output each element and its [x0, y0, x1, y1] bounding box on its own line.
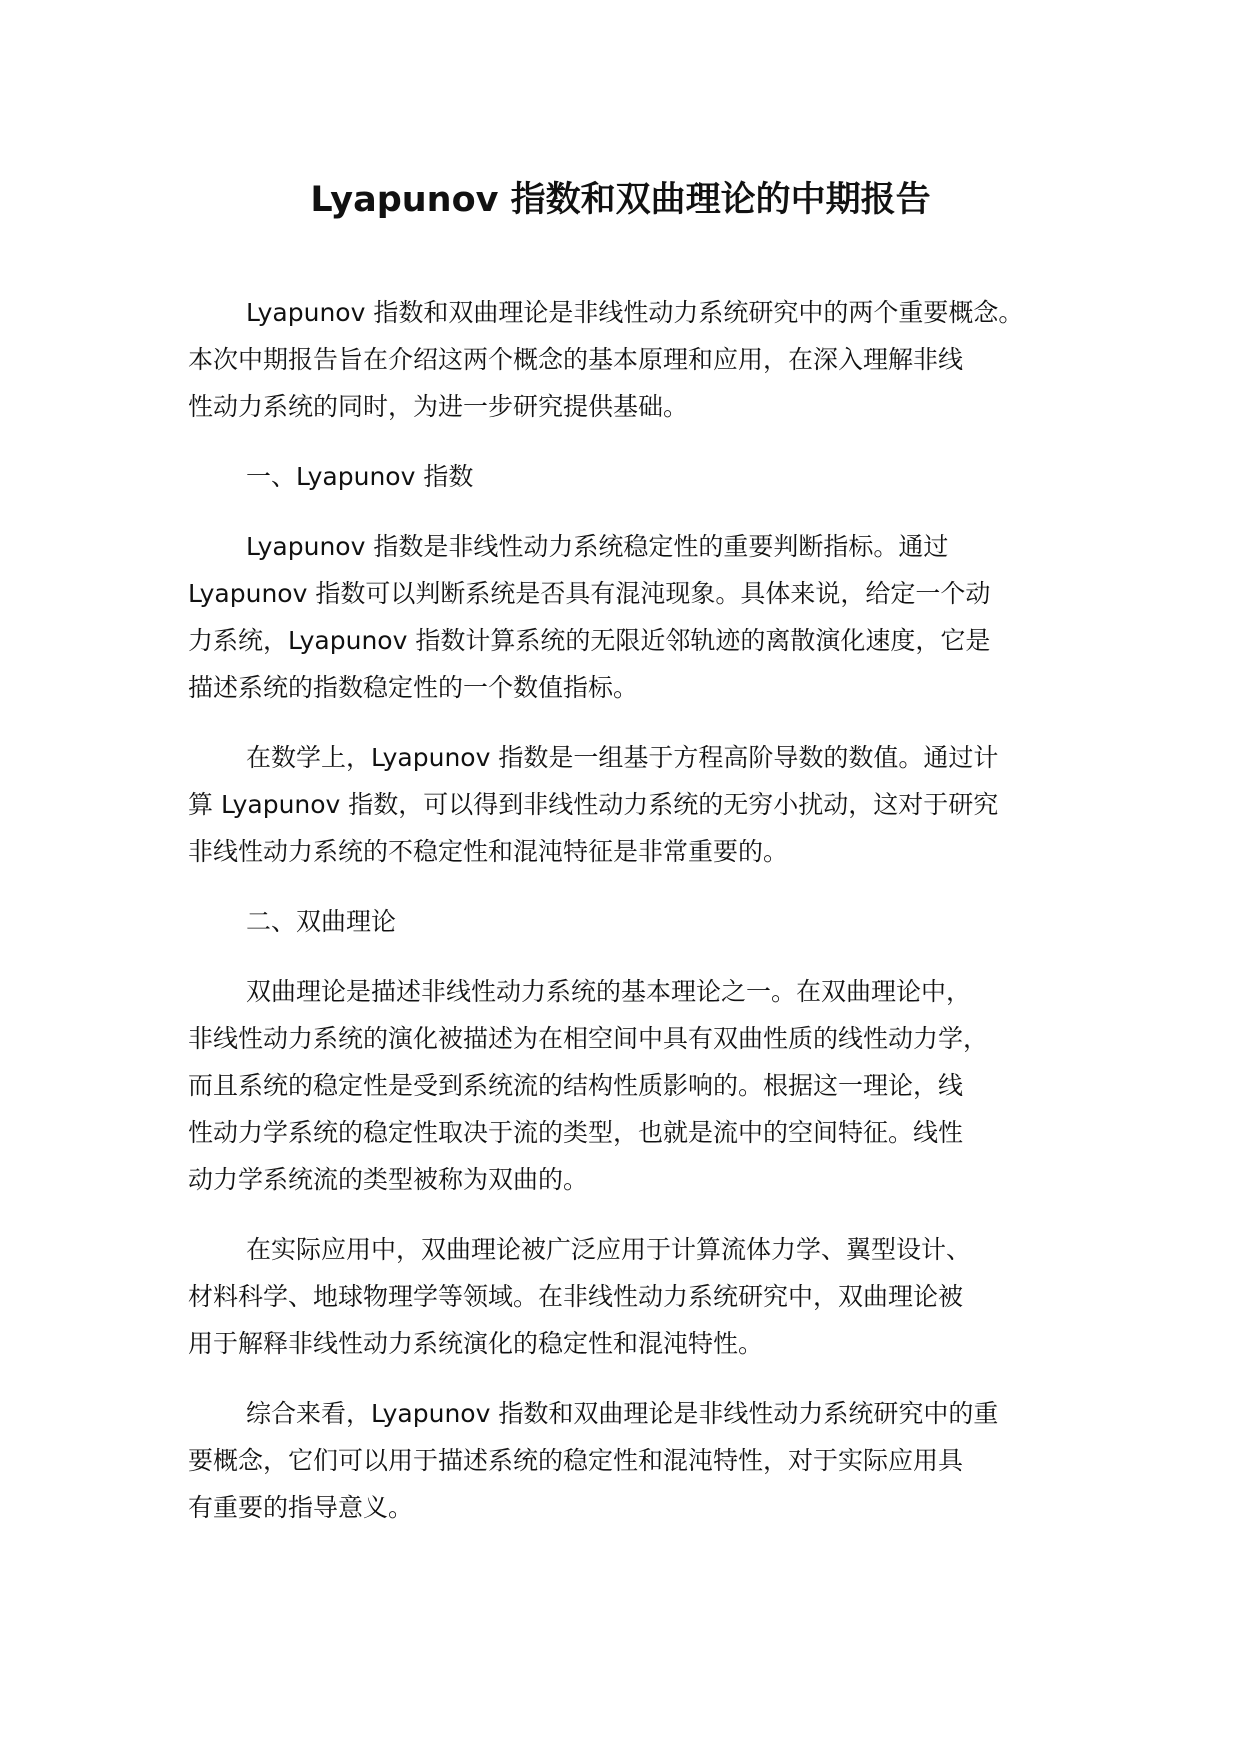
text-line: 动力学系统流的类型被称为双曲的。	[188, 1165, 589, 1194]
text-line: 有重要的指导意义。	[188, 1493, 414, 1522]
paragraph-intro	[188, 289, 1088, 430]
text-line: 用于解释非线性动力系统演化的稳定性和混沌特性。	[188, 1329, 764, 1358]
section-heading-lyapunov	[188, 453, 1088, 500]
text-line: 综合来看，Lyapunov 指数和双曲理论是非线性动力系统研究中的重	[246, 1399, 999, 1428]
text-line: Lyapunov 指数可以判断系统是否具有混沌现象。具体来说，给定一个动	[188, 579, 991, 608]
paragraph-lyapunov-math	[188, 734, 1088, 875]
paragraph-hyperbolic-applications	[188, 1226, 1088, 1367]
text-line: 力系统，Lyapunov 指数计算系统的无限近邻轨迹的离散演化速度，它是	[188, 626, 991, 655]
text-line: 性动力系统的同时，为进一步研究提供基础。	[188, 392, 689, 421]
document-title: Lyapunov 指数和双曲理论的中期报告	[310, 180, 931, 220]
document-body	[188, 289, 1088, 1554]
paragraph-hyperbolic-theory	[188, 968, 1088, 1203]
text-line: 描述系统的指数稳定性的一个数值指标。	[188, 673, 639, 702]
text-line: 要概念，它们可以用于描述系统的稳定性和混沌特性，对于实际应用具	[188, 1446, 964, 1475]
text-line: 在数学上，Lyapunov 指数是一组基于方程高阶导数的数值。通过计	[246, 743, 999, 772]
paragraph-lyapunov-definition	[188, 523, 1088, 711]
text-line: Lyapunov 指数是非线性动力系统稳定性的重要判断指标。通过	[246, 532, 949, 561]
paragraph-conclusion	[188, 1390, 1088, 1531]
text-line: 本次中期报告旨在介绍这两个概念的基本原理和应用，在深入理解非线	[188, 345, 964, 374]
text-line: 一、Lyapunov 指数	[246, 462, 474, 491]
text-line: 在实际应用中，双曲理论被广泛应用于计算流体力学、翼型设计、	[246, 1235, 972, 1264]
text-line: 双曲理论是描述非线性动力系统的基本理论之一。在双曲理论中，	[246, 977, 972, 1006]
text-line: 而且系统的稳定性是受到系统流的结构性质影响的。根据这一理论，线	[188, 1071, 964, 1100]
text-line: Lyapunov 指数和双曲理论是非线性动力系统研究中的两个重要概念。	[246, 298, 1024, 327]
text-line: 算 Lyapunov 指数，可以得到非线性动力系统的无穷小扰动，这对于研究	[188, 790, 999, 819]
text-line: 非线性动力系统的演化被描述为在相空间中具有双曲性质的线性动力学，	[188, 1024, 989, 1053]
text-line: 性动力学系统的稳定性取决于流的类型，也就是流中的空间特征。线性	[188, 1118, 964, 1147]
section-heading-hyperbolic	[188, 898, 1088, 945]
text-line: 非线性动力系统的不稳定性和混沌特征是非常重要的。	[188, 837, 789, 866]
text-line: 二、双曲理论	[246, 907, 397, 936]
text-line: 材料科学、地球物理学等领域。在非线性动力系统研究中，双曲理论被	[188, 1282, 964, 1311]
